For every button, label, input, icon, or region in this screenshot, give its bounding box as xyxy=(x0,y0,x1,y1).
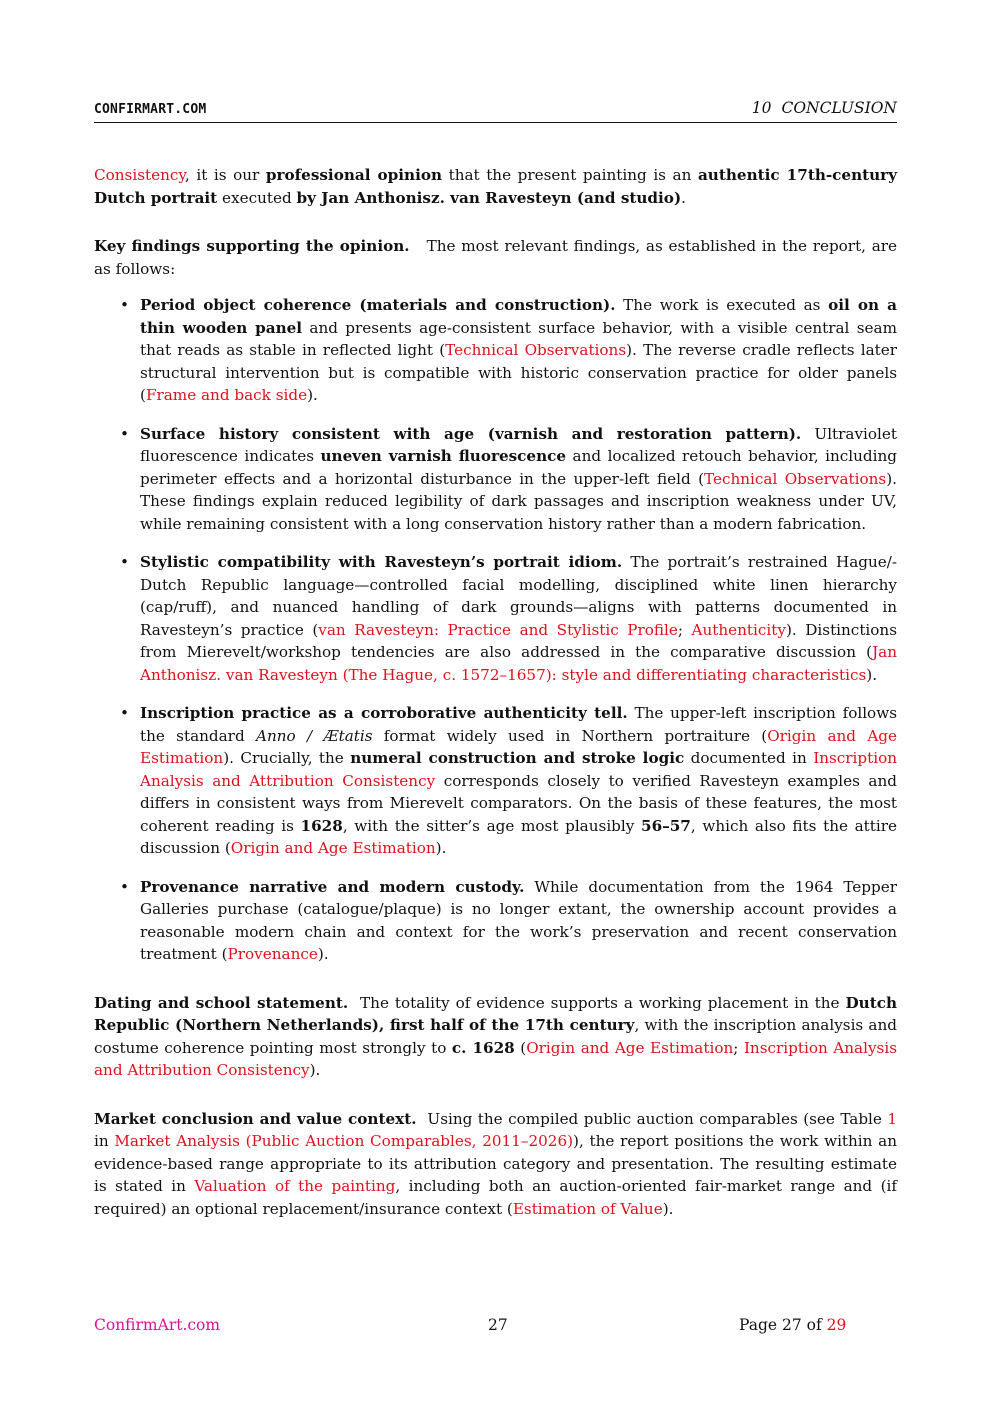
italic-text: Anno / Ætatis xyxy=(255,726,373,745)
ref-market-analysis[interactable]: Market Analysis (Public Auction Comparables, 2011–2026) xyxy=(114,1132,574,1150)
text: executed xyxy=(217,188,297,207)
text: The most relevant findings, as established in the report, are as follows: xyxy=(94,237,897,278)
bold-text: 1628 xyxy=(300,816,343,835)
text: ). xyxy=(317,945,329,963)
text: , with the inscription analysis and costume coherence pointing most strongly to xyxy=(94,1016,897,1057)
running-head xyxy=(752,99,897,117)
text: ; xyxy=(733,1038,744,1057)
text: The upper-left inscription follows the standard xyxy=(140,704,897,745)
bold-text: numeral construction and stroke logic xyxy=(350,749,685,767)
bold-text: Dutch Republic (Northern Netherlands), first half of the 17th century xyxy=(94,993,898,1034)
text: Ultraviolet fluorescence indicates xyxy=(140,424,897,465)
item-title: Stylistic compatibility with Ravesteyn’s portrait idiom. xyxy=(140,553,623,571)
text: documented in xyxy=(684,749,814,767)
text: ; xyxy=(677,620,692,639)
section-title: CONCLUSION xyxy=(781,99,897,117)
text: Using the compiled public auction comparables (see Table xyxy=(421,1109,888,1128)
text: ). xyxy=(662,1199,674,1218)
text: While documentation from the 1964 Tepper Galleries purchase (catalogue/plaque) is no longer extant, the ownership account provides a reasonable modern chain and context for the work’s preservation and recent conservation treatment ( xyxy=(140,877,897,963)
text: and presents age-consistent surface behavior, with a visible central seam that reads as stable in reflected light ( xyxy=(140,318,897,359)
page-header xyxy=(94,96,897,123)
text: The work is executed as xyxy=(615,296,829,314)
text: ( xyxy=(514,1038,527,1057)
bold-text: by Jan Anthonisz. van Ravesteyn (and studio) xyxy=(296,188,682,207)
item-title: Period object coherence (materials and construction). xyxy=(140,296,616,314)
item-title: Provenance narrative and modern custody. xyxy=(140,877,525,896)
ref-origin-age-estimation[interactable]: Origin and Age Estimation xyxy=(526,1038,734,1057)
market-paragraph xyxy=(94,1108,897,1221)
text: ). xyxy=(435,839,447,857)
paragraph-heading: Key findings supporting the opinion. xyxy=(94,237,410,255)
text: ). Distinctions from Mierevelt/workshop tendencies are also addressed in the comparative discussion ( xyxy=(140,620,897,661)
text: The totality of evidence supports a working placement in the xyxy=(354,993,846,1012)
dating-paragraph xyxy=(94,992,897,1082)
ref-inscription-analysis[interactable]: Inscription Analysis and Attribution Consistency xyxy=(140,749,898,790)
page-footer xyxy=(94,1316,897,1340)
bold-text: c. 1628 xyxy=(451,1038,515,1057)
ref-inscription-analysis[interactable]: Inscription Analysis and Attribution Consistency xyxy=(94,1038,897,1079)
page-body xyxy=(94,164,897,1220)
text: , which also fits the attire discussion ( xyxy=(140,816,897,857)
list-item xyxy=(140,876,897,966)
site-logo: CONFIRMART.COM xyxy=(94,102,207,117)
intro-paragraph xyxy=(94,164,897,209)
ref-frame-and-back-side[interactable]: Frame and back side xyxy=(145,386,308,404)
bold-text: authentic 17th-century Dutch portrait xyxy=(94,166,898,207)
text: ). These findings explain reduced legibility of dark passages and inscription weakness under UV, while remaining consistent with a long conservation history rather than a modern fabrication. xyxy=(140,469,897,533)
ref-ravesteyn-style[interactable]: Jan Anthonisz. van Ravesteyn (The Hague, c. 1572–1657): style and differentiating characteristics xyxy=(140,643,897,684)
ref-technical-observations[interactable]: Technical Observations xyxy=(704,469,887,488)
total-pages-link[interactable]: 29 xyxy=(826,1316,847,1334)
key-findings-paragraph xyxy=(94,235,897,280)
text: corresponds closely to verified Ravesteyn examples and differs in consistent ways from Mierevelt comparators. On the basis of these features, the most coherent reading is xyxy=(140,771,897,835)
text: that the present painting is an xyxy=(442,166,698,184)
footer-page-count xyxy=(739,1316,846,1334)
text: . xyxy=(681,188,686,207)
findings-list xyxy=(94,294,897,966)
text: The portrait’s restrained Hague/-Dutch Republic language—controlled facial modelling, disciplined white linen hierarchy (cap/ruff), and nuanced handling of dark grounds—aligns with patterns documented in Ravesteyn’s practice ( xyxy=(140,553,898,639)
text: , it is our xyxy=(184,166,266,184)
text: ). The reverse cradle reflects later structural intervention but is compatible with historic conservation practice for older panels ( xyxy=(140,341,897,404)
bold-text: uneven varnish fluorescence xyxy=(320,447,567,465)
ref-table-1[interactable]: 1 xyxy=(887,1109,898,1128)
list-item xyxy=(140,551,897,686)
ref-estimation-of-value[interactable]: Estimation of Value xyxy=(512,1199,663,1218)
bold-text: 56–57 xyxy=(641,816,691,835)
text: ). xyxy=(866,665,878,684)
paragraph-heading: Dating and school statement. xyxy=(94,993,349,1012)
ref-provenance[interactable]: Provenance xyxy=(227,945,318,963)
text: in xyxy=(94,1132,115,1150)
ref-origin-age-estimation[interactable]: Origin and Age Estimation xyxy=(140,726,897,767)
text: and localized retouch behavior, including perimeter effects and a horizontal disturbance in the upper-left field ( xyxy=(140,447,897,488)
text: ). xyxy=(307,386,318,404)
ref-origin-age-estimation[interactable]: Origin and Age Estimation xyxy=(230,839,436,857)
paragraph-heading: Market conclusion and value context. xyxy=(94,1109,417,1128)
item-title: Surface history consistent with age (varnish and restoration pattern). xyxy=(140,424,802,443)
text: , including both an auction-oriented fair-market range and (if required) an optional replacement/insurance context ( xyxy=(94,1177,897,1218)
text: Page 27 of xyxy=(739,1316,827,1334)
ref-technical-observations[interactable]: Technical Observations xyxy=(445,341,627,359)
text: format widely used in Northern portraiture ( xyxy=(372,726,768,745)
footer-page-number: 27 xyxy=(488,1316,508,1334)
item-title: Inscription practice as a corroborative authenticity tell. xyxy=(140,704,628,722)
list-item xyxy=(140,294,897,407)
text: , with the sitter’s age most plausibly xyxy=(342,816,641,835)
footer-site-link[interactable]: ConfirmArt.com xyxy=(94,1316,221,1334)
text: ). Crucially, the xyxy=(223,749,351,767)
text: ). xyxy=(309,1061,321,1079)
list-item xyxy=(140,423,897,536)
ref-consistency[interactable]: Consistency xyxy=(94,166,185,184)
ref-authenticity[interactable]: Authenticity xyxy=(691,620,786,639)
bold-text: oil on a thin wooden panel xyxy=(140,296,897,337)
list-item xyxy=(140,702,897,860)
text: ), the report positions the work within an evidence-based range appropriate to its attribution category and presentation. The resulting estimate is stated in xyxy=(94,1132,897,1195)
ref-valuation[interactable]: Valuation of the painting xyxy=(194,1177,396,1195)
bold-text: professional opinion xyxy=(265,166,443,184)
ref-practice-stylistic-profile[interactable]: van Ravesteyn: Practice and Stylistic Profile xyxy=(318,620,678,639)
section-number: 10 xyxy=(751,99,772,117)
